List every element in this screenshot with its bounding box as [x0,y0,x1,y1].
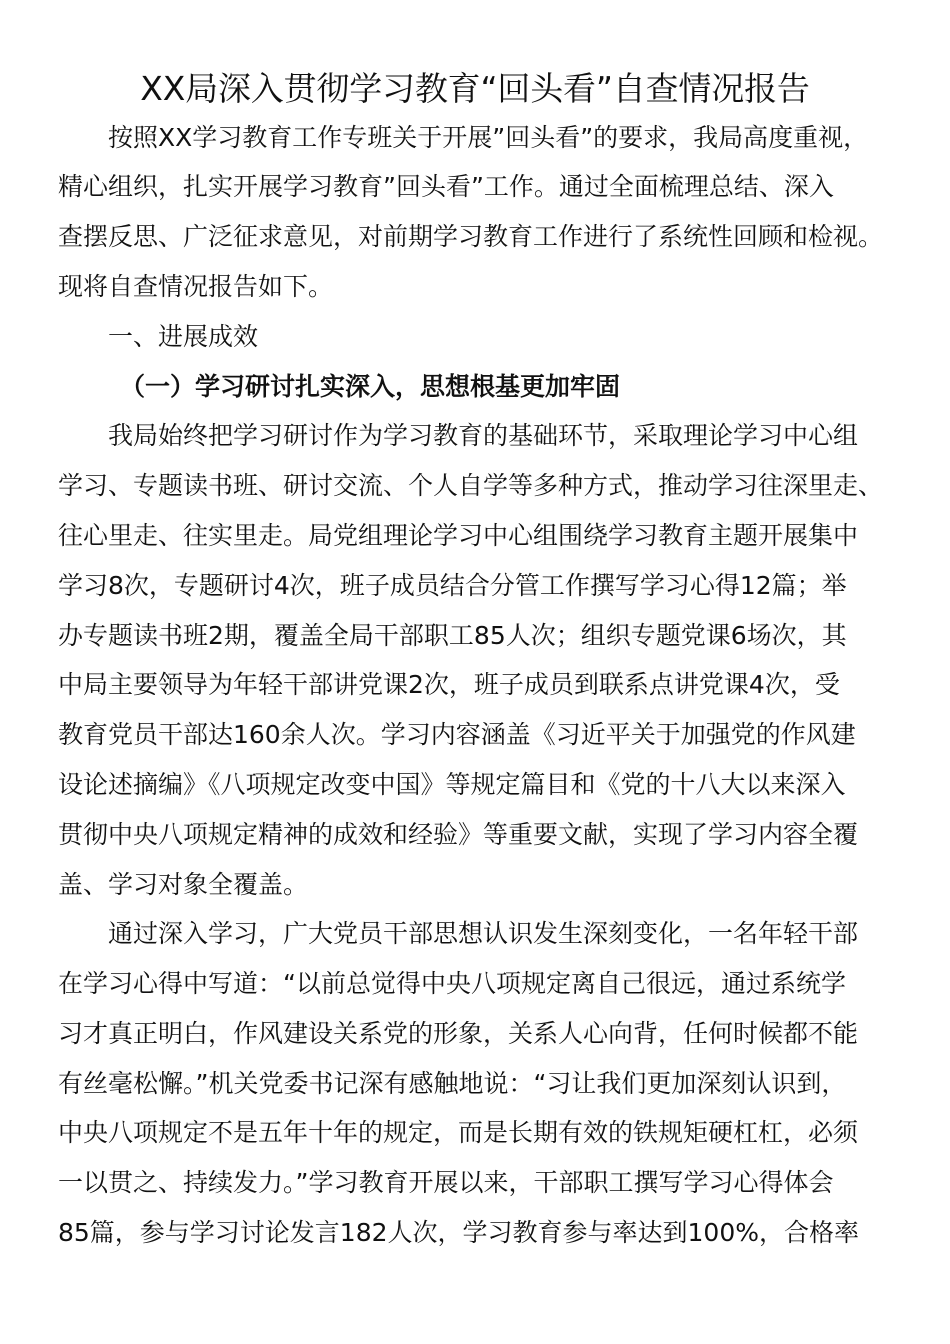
paragraph-3-line: 在学习心得中写道：“以前总觉得中央八项规定离自己很远，通过系统学 [58,969,846,998]
paragraph-3-line: 有丝毫松懈。”机关党委书记深有感触地说：“习让我们更加深刻认识到， [58,1069,847,1098]
paragraph-1-line: 查摆反思、广泛征求意见，对前期学习教育工作进行了系统性回顾和检视。 [58,222,884,251]
paragraph-2-line: 往心里走、往实里走。局党组理论学习中心组围绕学习教育主题开展集中 [58,521,859,550]
paragraph-3-line: 一以贯之、持续发力。”学习教育开展以来，干部职工撰写学习心得体会 [58,1168,834,1197]
paragraph-2-line: 学习8次，专题研讨4次，班子成员结合分管工作撰写学习心得12篇；举 [58,571,847,600]
paragraph-2-line: 中局主要领导为年轻干部讲党课2次，班子成员到联系点讲党课4次，受 [58,670,840,699]
paragraph-2-line: 学习、专题读书班、研讨交流、个人自学等多种方式，推动学习往深里走、 [58,471,884,500]
paragraph-3-line: 习才真正明白，作风建设关系党的形象，关系人心向背，任何时候都不能 [58,1019,859,1048]
paragraph-3-line: 通过深入学习，广大党员干部思想认识发生深刻变化，一名年轻干部 [108,919,859,948]
document-title: XX局深入贯彻学习教育“回头看”自查情况报告 [140,69,810,108]
paragraph-3-line: 中央八项规定不是五年十年的规定，而是长期有效的铁规矩硬杠杠，必须 [58,1118,859,1147]
section-1-heading: 一、进展成效 [108,322,259,351]
paragraph-2-line: 设论述摘编》《八项规定改变中国》等规定篇目和《党的十八大以来深入 [58,770,846,799]
paragraph-1-line: 现将自查情况报告如下。 [58,272,334,301]
paragraph-2-line: 办专题读书班2期，覆盖全局干部职工85人次；组织专题党课6场次，其 [58,621,847,650]
paragraph-1-line: 精心组织，扎实开展学习教育”回头看”工作。通过全面梳理总结、深入 [58,172,834,201]
paragraph-2-line: 教育党员干部达160余人次。学习内容涵盖《习近平关于加强党的作风建 [58,720,856,749]
paragraph-2-line: 贯彻中央八项规定精神的成效和经验》等重要文献，实现了学习内容全覆 [58,820,859,849]
paragraph-3-line: 85篇，参与学习讨论发言182人次，学习教育参与率达到100%，合格率 [58,1218,860,1247]
paragraph-2-line: 我局始终把学习研讨作为学习教育的基础环节，采取理论学习中心组 [108,421,859,450]
subsection-1-heading: （一）学习研讨扎实深入，思想根基更加牢固 [120,372,621,401]
paragraph-2-line: 盖、学习对象全覆盖。 [58,870,309,899]
paragraph-1-line: 按照XX学习教育工作专班关于开展”回头看”的要求，我局高度重视， [108,123,869,152]
